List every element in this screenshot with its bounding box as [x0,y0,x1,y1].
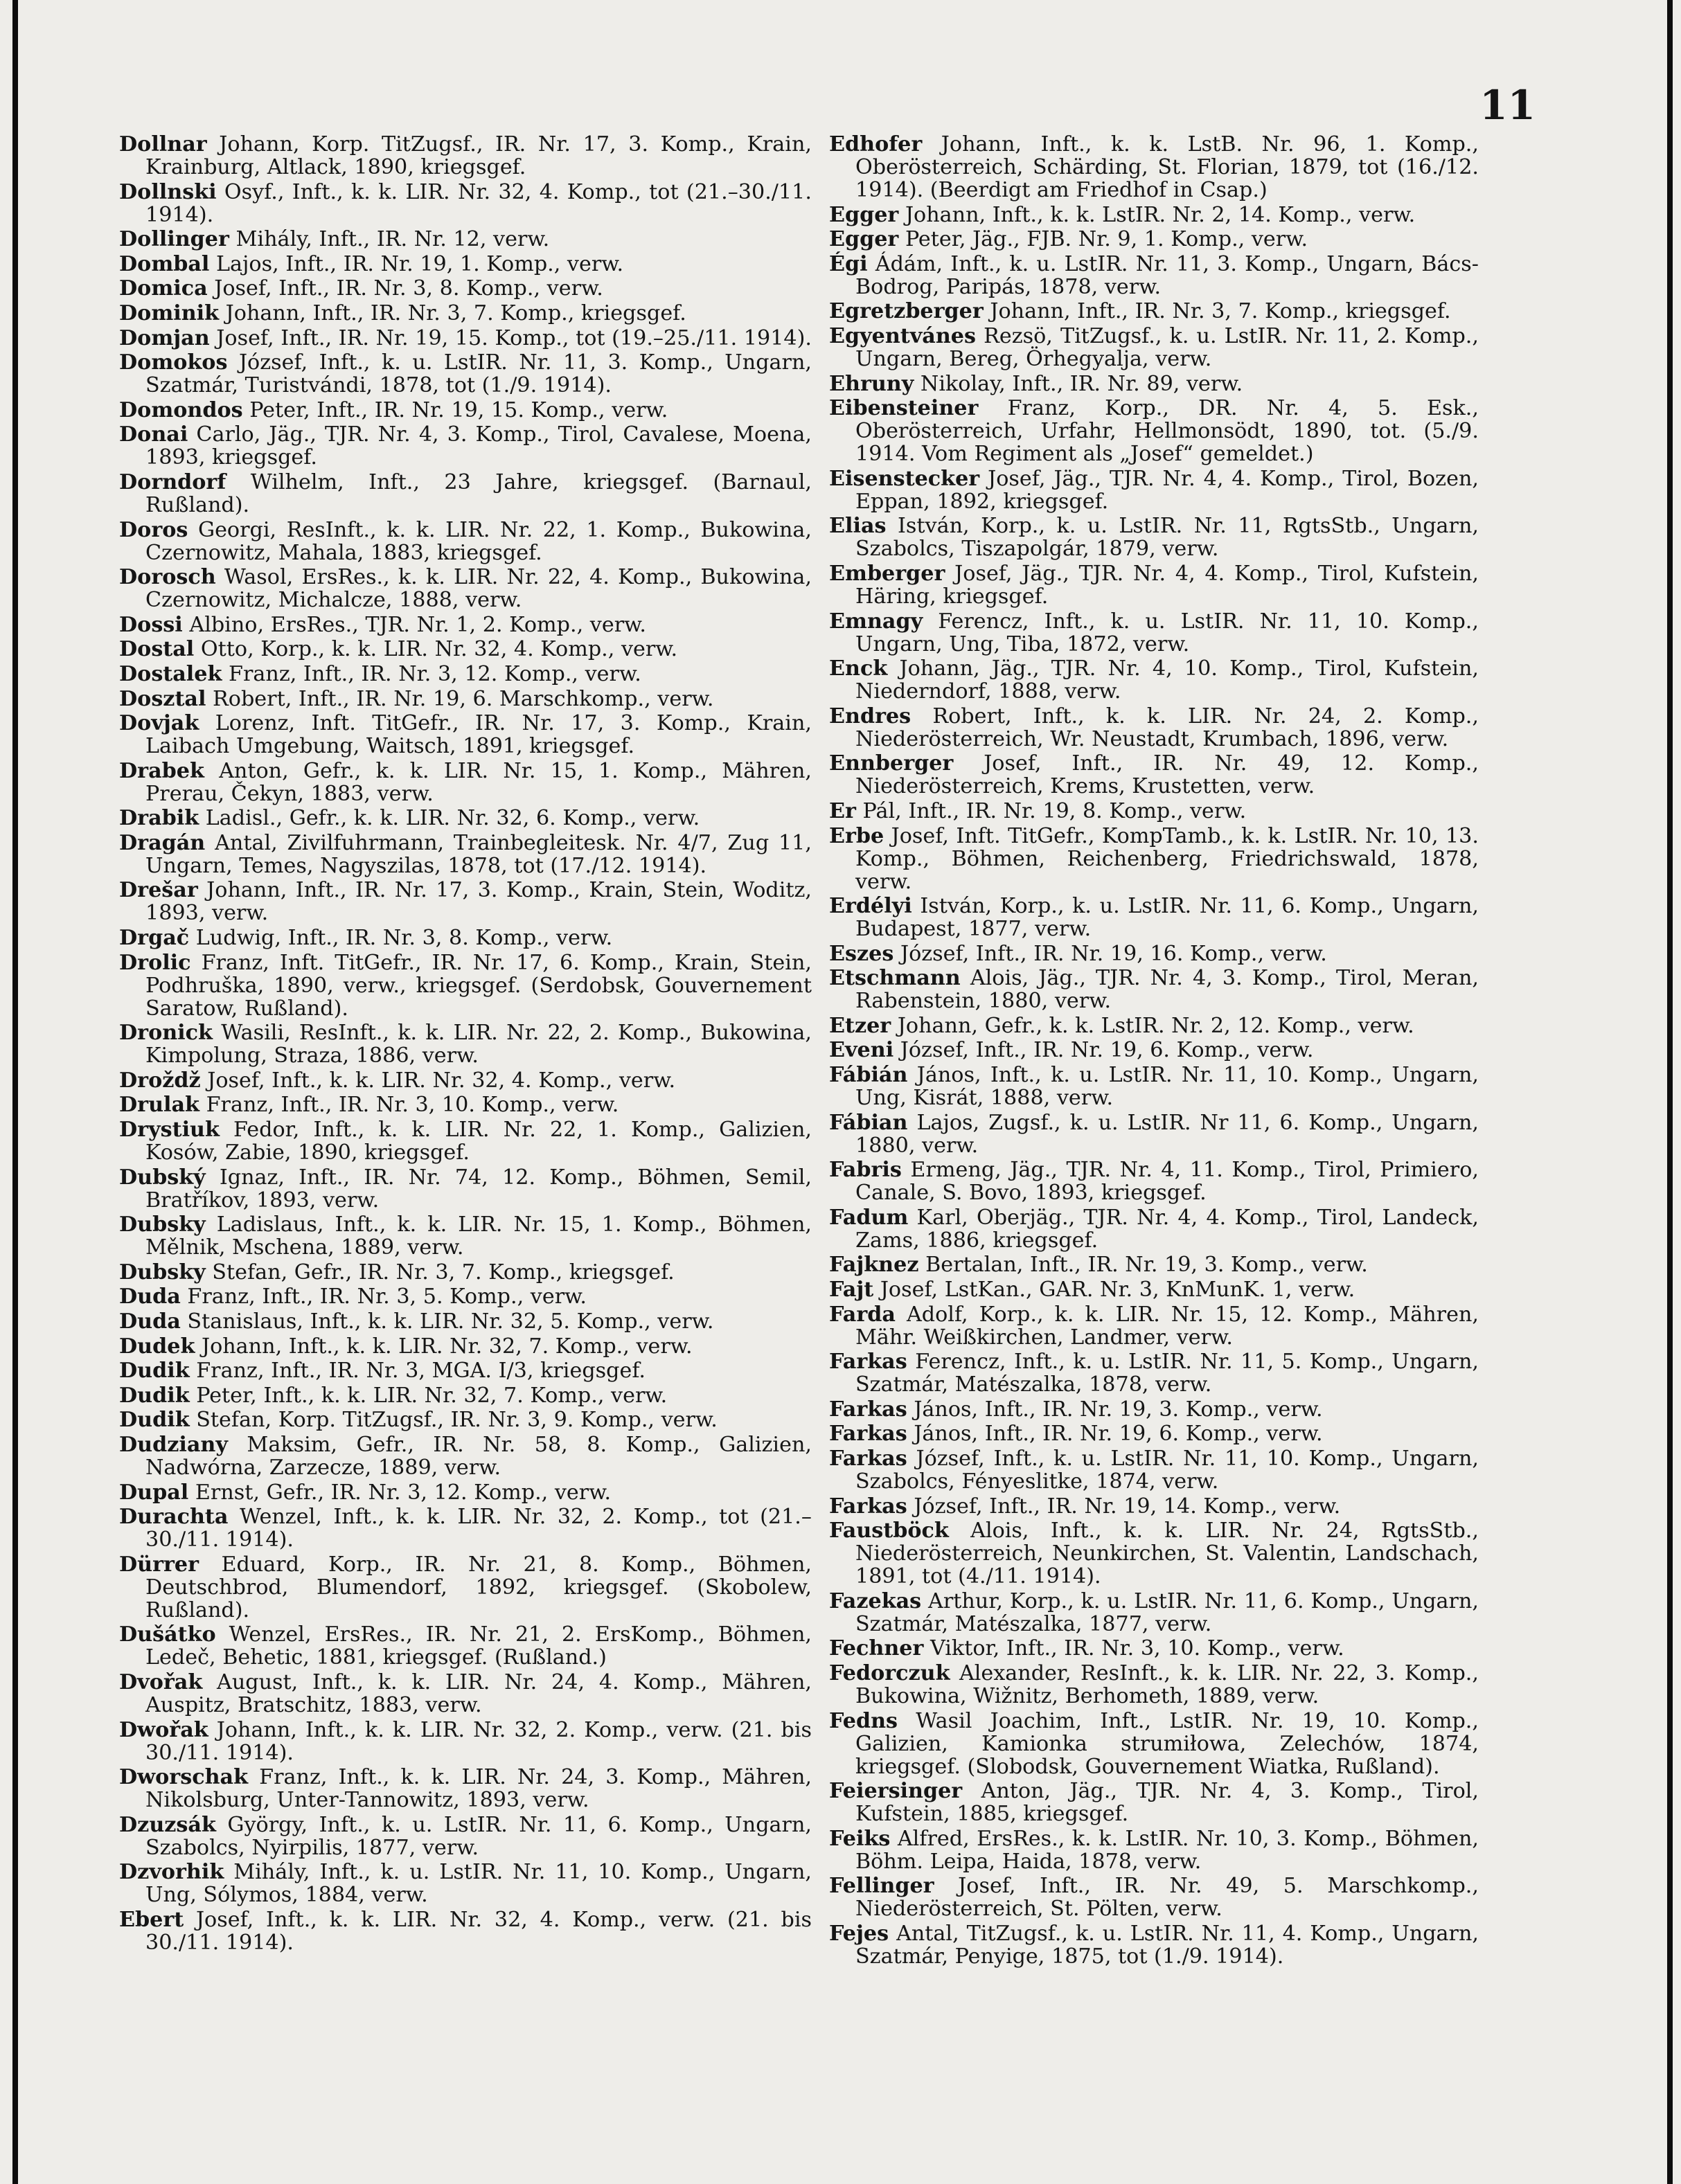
entry-surname: Emberger [829,561,945,586]
entry-surname: Eibensteiner [829,396,979,421]
entry-surname: Farkas [829,1350,907,1375]
entry-surname: Doros [119,517,188,542]
page-edge-right [1667,0,1673,2184]
directory-entry [829,1422,1479,1445]
entry-surname: Fajknez [829,1253,919,1278]
entry-surname: Egyentvánes [829,323,977,348]
entry-surname: Ebert [119,1907,184,1932]
entry-details: Wenzel, Inft., k. k. LIR. Nr. 32, 2. Komp., tot (21.–30./11. 1914). [145,1505,812,1552]
entry-surname: Feiks [829,1826,891,1851]
entry-surname: Dubský [119,1165,206,1190]
directory-entry [119,1384,812,1407]
entry-surname: Egger [829,227,899,252]
entry-surname: Ennberger [829,751,954,776]
entry-surname: Farkas [829,1397,907,1422]
directory-entry [829,1278,1479,1301]
directory-entry [829,1111,1479,1157]
directory-entry [119,351,812,397]
directory-entry [119,1433,812,1479]
entry-details: Lajos, Inft., IR. Nr. 19, 1. Komp., verw. [216,251,624,276]
entry-surname: Eveni [829,1038,894,1063]
entry-details: Robert, Inft., k. k. LIR. Nr. 24, 2. Komp., Niederösterreich, Wr. Neustadt, Krumbach, 1896, verw. [855,704,1479,751]
entry-surname: Fadum [829,1205,909,1230]
directory-entry [119,951,812,1020]
directory-entry [119,614,812,636]
entry-surname: Drabik [119,806,199,831]
entry-details: Josef, Jäg., TJR. Nr. 4, 4. Komp., Tirol, Kufstein, Häring, kriegsgef. [855,561,1479,609]
entry-surname: Eszes [829,941,894,966]
directory-entry [829,204,1479,226]
directory-entry [119,1861,812,1906]
entry-details: Maksim, Gefr., IR. Nr. 58, 8. Komp., Galizien, Nadwórna, Zarzecze, 1889, verw. [145,1432,812,1480]
entry-surname: Durachta [119,1505,229,1530]
entry-details: Albino, ErsRes., TJR. Nr. 1, 2. Komp., verw. [189,612,646,637]
page-edge-left [12,0,18,2184]
directory-entry [829,1495,1479,1518]
entry-details: János, Inft., IR. Nr. 19, 3. Komp., verw. [914,1397,1323,1422]
directory-entry [119,1069,812,1092]
entry-surname: Egger [829,202,899,227]
entry-surname: Égi [829,251,868,276]
directory-entry [119,1908,812,1954]
entry-surname: Dworschak [119,1765,249,1790]
directory-entry [829,705,1479,751]
entry-details: Karl, Oberjäg., TJR. Nr. 4, 4. Komp., Tirol, Landeck, Zams, 1886, kriegsgef. [855,1205,1479,1253]
entry-surname: Dominik [119,301,220,325]
entry-details: August, Inft., k. k. LIR. Nr. 24, 4. Komp., Mähren, Auspitz, Bratschitz, 1883, verw. [145,1670,812,1717]
entry-surname: Er [829,798,856,823]
directory-entry [829,1447,1479,1493]
entry-details: Johann, Inft., IR. Nr. 3, 7. Komp., kriegsgef. [225,301,686,325]
entry-details: Josef, Inft., IR. Nr. 3, 8. Komp., verw. [214,276,603,301]
directory-entry [829,1780,1479,1825]
entry-surname: Fejes [829,1921,889,1946]
entry-surname: Duda [119,1309,181,1334]
entry-details: Johann, Korp. TitZugsf., IR. Nr. 17, 3. Komp., Krain, Krainburg, Altlack, 1890, kriegsgef. [145,132,812,179]
directory-entry [829,1874,1479,1920]
entry-details: Alexander, ResInft., k. k. LIR. Nr. 22, 3. Komp., Bukowina, Wižnitz, Berhometh, 1889, verw. [855,1661,1479,1708]
entry-details: Johann, Jäg., TJR. Nr. 4, 10. Komp., Tirol, Kufstein, Niederndorf, 1888, verw. [855,656,1479,704]
entry-surname: Endres [829,704,911,728]
entry-details: Ignaz, Inft., IR. Nr. 74, 12. Komp., Böhmen, Semil, Bratříkov, 1893, verw. [145,1165,812,1212]
entry-details: Ladisl., Gefr., k. k. LIR. Nr. 32, 6. Komp., verw. [205,806,700,831]
directory-entry [119,1505,812,1551]
entry-surname: Dollnar [119,132,207,156]
directory-entry [829,397,1479,465]
directory-entry [119,1481,812,1504]
entry-details: Lorenz, Inft. TitGefr., IR. Nr. 17, 3. Komp., Krain, Laibach Umgebung, Waitsch, 1891, kriegsgef. [145,711,812,759]
directory-entry [119,1359,812,1382]
entry-details: Fedor, Inft., k. k. LIR. Nr. 22, 1. Komp., Galizien, Kosów, Zabie, 1890, kriegsgef. [145,1118,812,1165]
entry-surname: Feiersinger [829,1779,963,1804]
directory-entry [829,800,1479,823]
directory-entry [829,373,1479,395]
entry-details: Peter, Jäg., FJB. Nr. 9, 1. Komp., verw. [905,227,1308,252]
entry-details: János, Inft., k. u. LstIR. Nr. 11, 10. Komp., Ungarn, Ung, Kisrát, 1888, verw. [855,1063,1479,1111]
entry-surname: Drgač [119,926,190,951]
directory-entry [829,1064,1479,1109]
directory-entry [829,253,1479,298]
entry-details: Josef, LstKan., GAR. Nr. 3, KnMunK. 1, verw. [880,1278,1355,1303]
entry-details: Antal, Zivilfuhrmann, Trainbegleitesk. Nr. 4/7, Zug 11, Ungarn, Temes, Nagyszilas, 1878, tot (17./12. 1914). [145,830,812,878]
entry-surname: Elias [829,514,887,539]
entry-details: Alois, Jäg., TJR. Nr. 4, 3. Komp., Tirol, Meran, Rabenstein, 1880, verw. [855,966,1479,1014]
entry-surname: Farkas [829,1494,907,1519]
entry-surname: Fechner [829,1636,924,1661]
entry-surname: Fábian [829,1110,908,1135]
entry-surname: Fajt [829,1278,874,1303]
entry-surname: Dorndorf [119,469,226,494]
entry-details: Franz, Inft., IR. Nr. 3, 12. Komp., verw. [229,661,641,686]
directory-entry [829,1014,1479,1037]
entry-details: Ermeng, Jäg., TJR. Nr. 4, 11. Komp., Tirol, Primiero, Canale, S. Bovo, 1893, kriegsgef. [855,1158,1479,1206]
directory-entry [829,942,1479,965]
directory-entry [829,1590,1479,1636]
entry-details: Franz, Inft., k. k. LIR. Nr. 24, 3. Komp., Mähren, Nikolsburg, Unter-Tannowitz, 1893, verw. [145,1765,812,1813]
entry-details: Wasili, ResInft., k. k. LIR. Nr. 22, 2. Komp., Bukowina, Kimpolung, Straza, 1886, verw. [145,1021,812,1068]
entry-surname: Dubsky [119,1212,206,1237]
entry-surname: Donai [119,422,188,447]
entry-details: Josef, Inft., k. k. LIR. Nr. 32, 4. Komp., verw. (21. bis 30./11. 1914). [145,1907,812,1955]
directory-entry [829,1922,1479,1968]
entry-details: Eduard, Korp., IR. Nr. 21, 8. Komp., Böhmen, Deutschbrod, Blumendorf, 1892, kriegsgef. (Skobolew, Rußland). [145,1552,812,1622]
directory-entry [119,1285,812,1308]
entry-details: Mihály, Inft., IR. Nr. 12, verw. [235,227,550,252]
entry-surname: Drulak [119,1093,199,1118]
entry-details: Josef, Inft. TitGefr., KompTamb., k. k. LstIR. Nr. 10, 13. Komp., Böhmen, Reichenberg, Friedrichswald, 1878, verw. [855,823,1479,894]
directory-entry [829,514,1479,560]
entry-details: Otto, Korp., k. k. LIR. Nr. 32, 4. Komp., verw. [200,637,678,662]
directory-entry [119,1623,812,1669]
entry-surname: Fabris [829,1158,902,1183]
directory-entry [829,562,1479,608]
entry-details: Nikolay, Inft., IR. Nr. 89, verw. [920,371,1243,396]
entry-details: Wasil Joachim, Inft., LstIR. Nr. 19, 10. Komp., Galizien, Kamionka strumiłowa, Zelechów, 1874, kriegsgef. (Slobodsk, Gouvernement Wiatka, Rußland). [855,1708,1479,1779]
entry-surname: Ehruny [829,371,914,396]
entry-details: József, Inft., k. u. LstIR. Nr. 11, 10. Komp., Ungarn, Szabolcs, Fényeslitke, 1874, verw. [855,1447,1479,1494]
directory-entry [119,1093,812,1116]
entry-surname: Fellinger [829,1874,934,1899]
entry-surname: Dudik [119,1359,190,1384]
directory-entry [119,927,812,949]
entry-surname: Faustböck [829,1519,949,1543]
entry-details: Wasol, ErsRes., k. k. LIR. Nr. 22, 4. Komp., Bukowina, Czernowitz, Michalcze, 1888, verw. [145,565,812,613]
directory-entry [119,663,812,686]
directory-entry [119,1719,812,1764]
entry-surname: Drystiuk [119,1118,220,1143]
directory-entry [119,1766,812,1811]
directory-entry [829,1206,1479,1252]
entry-details: Peter, Inft., k. k. LIR. Nr. 32, 7. Komp., verw. [196,1383,668,1408]
entry-surname: Drolic [119,950,191,975]
entry-details: István, Korp., k. u. LstIR. Nr. 11, RgtsStb., Ungarn, Szabolcs, Tiszapolgár, 1879, verw. [855,514,1479,562]
entry-surname: Dollinger [119,227,229,252]
entry-surname: Enck [829,656,888,681]
entry-surname: Dollnski [119,179,217,204]
entry-surname: Dudik [119,1408,190,1433]
page-number: 11 [1479,82,1536,129]
entry-surname: Dubsky [119,1260,206,1285]
entry-details: Viktor, Inft., IR. Nr. 3, 10. Komp., verw. [930,1636,1344,1661]
entry-surname: Fazekas [829,1588,922,1613]
entry-details: Ernst, Gefr., IR. Nr. 3, 12. Komp., verw. [195,1480,612,1505]
entry-details: Osyf., Inft., k. k. LIR. Nr. 32, 4. Komp., tot (21.–30./11. 1914). [145,179,812,227]
directory-entry [119,1021,812,1067]
directory-entry [119,181,812,226]
directory-entry [829,752,1479,798]
directory-entry [119,1166,812,1212]
entry-surname: Dzuzsák [119,1812,216,1837]
entry-details: Peter, Inft., IR. Nr. 19, 15. Komp., verw. [249,397,668,422]
entry-details: Johann, Inft., IR. Nr. 3, 7. Komp., kriegsgef. [990,299,1451,324]
entry-details: György, Inft., k. u. LstIR. Nr. 11, 6. Komp., Ungarn, Szabolcs, Nyirpilis, 1877, verw. [145,1812,812,1860]
directory-entry [829,300,1479,323]
directory-entry [119,1261,812,1284]
entry-surname: Dovjak [119,711,199,736]
directory-entry [119,423,812,469]
entry-details: Franz, Inft., IR. Nr. 3, MGA. I/3, kriegsgef. [196,1359,646,1384]
entry-surname: Edhofer [829,132,923,156]
entry-details: Johann, Inft., k. k. LIR. Nr. 32, 7. Komp., verw. [201,1334,693,1359]
entry-details: Johann, Inft., k. k. LstB. Nr. 96, 1. Komp., Oberösterreich, Schärding, St. Florian, 1879, tot (16./12. 1914). (Beerdigt am Friedhof in Csap.) [855,132,1479,202]
entry-surname: Egretzberger [829,299,984,324]
entry-surname: Dwořak [119,1717,208,1742]
entry-surname: Dudik [119,1383,190,1408]
entry-surname: Eisenstecker [829,466,980,491]
entry-surname: Dudziany [119,1432,228,1457]
entry-surname: Dupal [119,1480,189,1505]
directory-entry [119,566,812,611]
entry-details: József, Inft., IR. Nr. 19, 14. Komp., verw. [914,1494,1341,1519]
entry-surname: Dostalek [119,661,222,686]
directory-entry [119,760,812,805]
entry-details: Franz, Korp., DR. Nr. 4, 5. Esk., Oberösterreich, Urfahr, Hellmonsödt, 1890, tot. (5./9. 1914. Vom Regiment als „Josef“ gemeldet.) [855,396,1479,467]
entry-surname: Domokos [119,350,228,375]
entry-details: Franz, Inft., IR. Nr. 3, 5. Komp., verw. [187,1285,587,1309]
directory-entry [119,471,812,517]
entry-surname: Drabek [119,758,204,783]
entry-surname: Farkas [829,1422,907,1447]
entry-details: Stefan, Gefr., IR. Nr. 3, 7. Komp., kriegsgef. [212,1260,675,1285]
entry-surname: Fábián [829,1063,908,1088]
directory-entry [829,895,1479,940]
directory-entry [119,1118,812,1164]
entry-surname: Etzer [829,1013,891,1038]
directory-entry [119,519,812,564]
directory-entry [119,228,812,251]
entry-details: Pál, Inft., IR. Nr. 19, 8. Komp., verw. [862,798,1247,823]
entry-details: Arthur, Korp., k. u. LstIR. Nr. 11, 6. Komp., Ungarn, Szatmár, Matészalka, 1877, verw. [855,1588,1479,1636]
entry-details: Wenzel, ErsRes., IR. Nr. 21, 2. ErsKomp., Böhmen, Ledeč, Behetic, 1881, kriegsgef. (Rußland.) [145,1622,812,1670]
entry-details: Ferencz, Inft., k. u. LstIR. Nr. 11, 10. Komp., Ungarn, Ung, Tiba, 1872, verw. [855,609,1479,656]
directory-entry [119,638,812,661]
entry-details: Wilhelm, Inft., 23 Jahre, kriegsgef. (Barnaul, Rußland). [145,469,812,517]
entry-details: Antal, TitZugsf., k. u. LstIR. Nr. 11, 4. Komp., Ungarn, Szatmár, Penyige, 1875, tot (1./9. 1914). [855,1921,1479,1969]
directory-entry [119,1553,812,1622]
entry-details: Stanislaus, Inft., k. k. LIR. Nr. 32, 5. Komp., verw. [187,1309,714,1334]
entry-details: Johann, Inft., IR. Nr. 17, 3. Komp., Krain, Stein, Woditz, 1893, verw. [145,878,812,926]
entry-details: Lajos, Zugsf., k. u. LstIR. Nr 11, 6. Komp., Ungarn, 1880, verw. [855,1110,1479,1158]
entry-surname: Emnagy [829,609,923,634]
directory-entry [119,133,812,179]
directory-entry [119,1310,812,1333]
entry-surname: Dragán [119,830,206,855]
entry-surname: Farda [829,1302,896,1327]
directory-entry [119,1671,812,1717]
entry-details: Johann, Inft., k. k. LstIR. Nr. 2, 14. Komp., verw. [905,202,1416,227]
entry-surname: Dürrer [119,1552,199,1577]
entry-surname: Duda [119,1285,181,1309]
entry-details: Josef, Inft., IR. Nr. 19, 15. Komp., tot (19.–25./11. 1914). [216,325,812,350]
entry-surname: Dvořak [119,1670,203,1694]
entry-details: Johann, Gefr., k. k. LstIR. Nr. 2, 12. Komp., verw. [897,1013,1414,1038]
directory-entry [119,1814,812,1859]
directory-entry [119,688,812,710]
directory-entry [829,228,1479,251]
entry-details: Josef, Inft., k. k. LIR. Nr. 32, 4. Komp., verw. [207,1068,676,1093]
entry-details: Bertalan, Inft., IR. Nr. 19, 3. Komp., verw. [925,1253,1368,1278]
entry-details: István, Korp., k. u. LstIR. Nr. 11, 6. Komp., Ungarn, Budapest, 1877, verw. [855,894,1479,942]
directory-entry [119,1408,812,1431]
entry-details: József, Inft., k. u. LstIR. Nr. 11, 3. Komp., Ungarn, Szatmár, Turistvándi, 1878, tot (1./9. 1914). [145,350,812,398]
entry-details: Josef, Inft., IR. Nr. 49, 5. Marschkomp., Niederösterreich, St. Pölten, verw. [855,1874,1479,1922]
directory-entry [119,1213,812,1259]
directory-entry [829,1710,1479,1778]
directory-entry [829,325,1479,370]
directory-entry [829,1519,1479,1588]
directory-entry [119,302,812,325]
entry-details: Alfred, ErsRes., k. k. LstIR. Nr. 10, 3. Komp., Böhmen, Böhm. Leipa, Haida, 1878, verw. [855,1826,1479,1874]
right-column [829,133,1479,1970]
directory-entry [829,467,1479,513]
entry-surname: Domjan [119,325,210,350]
directory-entry [119,807,812,830]
entry-surname: Dzvorhik [119,1860,224,1885]
directory-entry [119,327,812,350]
entry-details: Ladislaus, Inft., k. k. LIR. Nr. 15, 1. Komp., Böhmen, Mělnik, Mschena, 1889, verw. [145,1212,812,1260]
directory-entry [119,832,812,877]
entry-surname: Dombal [119,251,210,276]
entry-details: Johann, Inft., k. k. LIR. Nr. 32, 2. Komp., verw. (21. bis 30./11. 1914). [145,1717,812,1765]
directory-entry [829,825,1479,893]
directory-entry [829,1158,1479,1204]
directory-entry [829,1637,1479,1660]
directory-entry [829,1039,1479,1062]
entry-details: Stefan, Korp. TitZugsf., IR. Nr. 3, 9. Komp., verw. [196,1408,718,1433]
entry-surname: Fedorczuk [829,1661,950,1685]
entry-details: Robert, Inft., IR. Nr. 19, 6. Marschkomp., verw. [213,686,714,711]
entry-details: József, Inft., IR. Nr. 19, 16. Komp., verw. [900,941,1327,966]
directory-entry [829,657,1479,703]
entry-details: Anton, Gefr., k. k. LIR. Nr. 15, 1. Komp., Mähren, Prerau, Čekyn, 1883, verw. [145,758,812,806]
entry-surname: Dosztal [119,686,206,711]
entry-details: Franz, Inft. TitGefr., IR. Nr. 17, 6. Komp., Krain, Stein, Podhruška, 1890, verw., kriegsgef. (Serdobsk, Gouvernement Saratow, Rußland). [145,950,812,1021]
directory-entry [119,253,812,276]
entry-details: Ádám, Inft., k. u. LstIR. Nr. 11, 3. Komp., Ungarn, Bács-Bodrog, Paripás, 1878, verw. [855,251,1479,299]
entry-surname: Dušátko [119,1622,216,1647]
entry-details: Mihály, Inft., k. u. LstIR. Nr. 11, 10. Komp., Ungarn, Ung, Sólymos, 1884, verw. [145,1860,812,1908]
directory-entry [829,1827,1479,1873]
entry-details: Carlo, Jäg., TJR. Nr. 4, 3. Komp., Tirol, Cavalese, Moena, 1893, kriegsgef. [145,422,812,470]
entry-surname: Domondos [119,397,243,422]
entry-surname: Erbe [829,823,884,848]
entry-surname: Dronick [119,1021,213,1046]
entry-details: Ferencz, Inft., k. u. LstIR. Nr. 11, 5. Komp., Ungarn, Szatmár, Matészalka, 1878, verw. [855,1350,1479,1397]
directory-entry [119,879,812,924]
entry-surname: Dudek [119,1334,195,1359]
entry-surname: Dossi [119,612,183,637]
entry-details: Adolf, Korp., k. k. LIR. Nr. 15, 12. Komp., Mähren, Mähr. Weißkirchen, Landmer, verw. [855,1302,1479,1350]
directory-entry [829,1398,1479,1421]
entry-details: Ludwig, Inft., IR. Nr. 3, 8. Komp., verw. [195,926,613,951]
entry-surname: Fedns [829,1708,898,1733]
directory-entry [119,712,812,758]
entry-surname: Etschmann [829,966,961,991]
directory-entry [829,1253,1479,1276]
entry-details: József, Inft., IR. Nr. 19, 6. Komp., verw. [900,1038,1314,1063]
entry-details: Josef, Jäg., TJR. Nr. 4, 4. Komp., Tirol, Bozen, Eppan, 1892, kriegsgef. [855,466,1479,514]
entry-details: Alois, Inft., k. k. LIR. Nr. 24, RgtsStb., Niederösterreich, Neunkirchen, St. Valentin, Landschach, 1891, tot (4./11. 1914). [855,1519,1479,1589]
entry-details: Rezsö, TitZugsf., k. u. LstIR. Nr. 11, 2. Komp., Ungarn, Bereg, Örhegyalja, verw. [855,323,1479,371]
entry-surname: Dorosch [119,565,216,590]
entry-surname: Drešar [119,878,198,903]
entry-details: Franz, Inft., IR. Nr. 3, 10. Komp., verw. [206,1093,619,1118]
entry-details: Anton, Jäg., TJR. Nr. 4, 3. Komp., Tirol, Kufstein, 1885, kriegsgef. [855,1779,1479,1827]
entry-surname: Farkas [829,1447,907,1471]
directory-entry [119,1335,812,1358]
directory-entry [829,967,1479,1012]
entry-surname: Domica [119,276,208,301]
directory-entry [119,277,812,300]
directory-entry [119,399,812,422]
entry-details: Georgi, ResInft., k. k. LIR. Nr. 22, 1. Komp., Bukowina, Czernowitz, Mahala, 1883, kriegsgef. [145,517,812,565]
left-column [119,133,812,1956]
directory-entry [829,1350,1479,1396]
entry-surname: Droždž [119,1068,201,1093]
directory-entry [829,610,1479,656]
entry-details: Josef, Inft., IR. Nr. 49, 12. Komp., Niederösterreich, Krems, Krustetten, verw. [855,751,1479,799]
directory-entry [829,133,1479,202]
entry-surname: Erdélyi [829,894,912,919]
entry-details: János, Inft., IR. Nr. 19, 6. Komp., verw. [914,1422,1323,1447]
directory-entry [829,1303,1479,1349]
directory-entry [829,1662,1479,1708]
entry-surname: Dostal [119,637,195,662]
